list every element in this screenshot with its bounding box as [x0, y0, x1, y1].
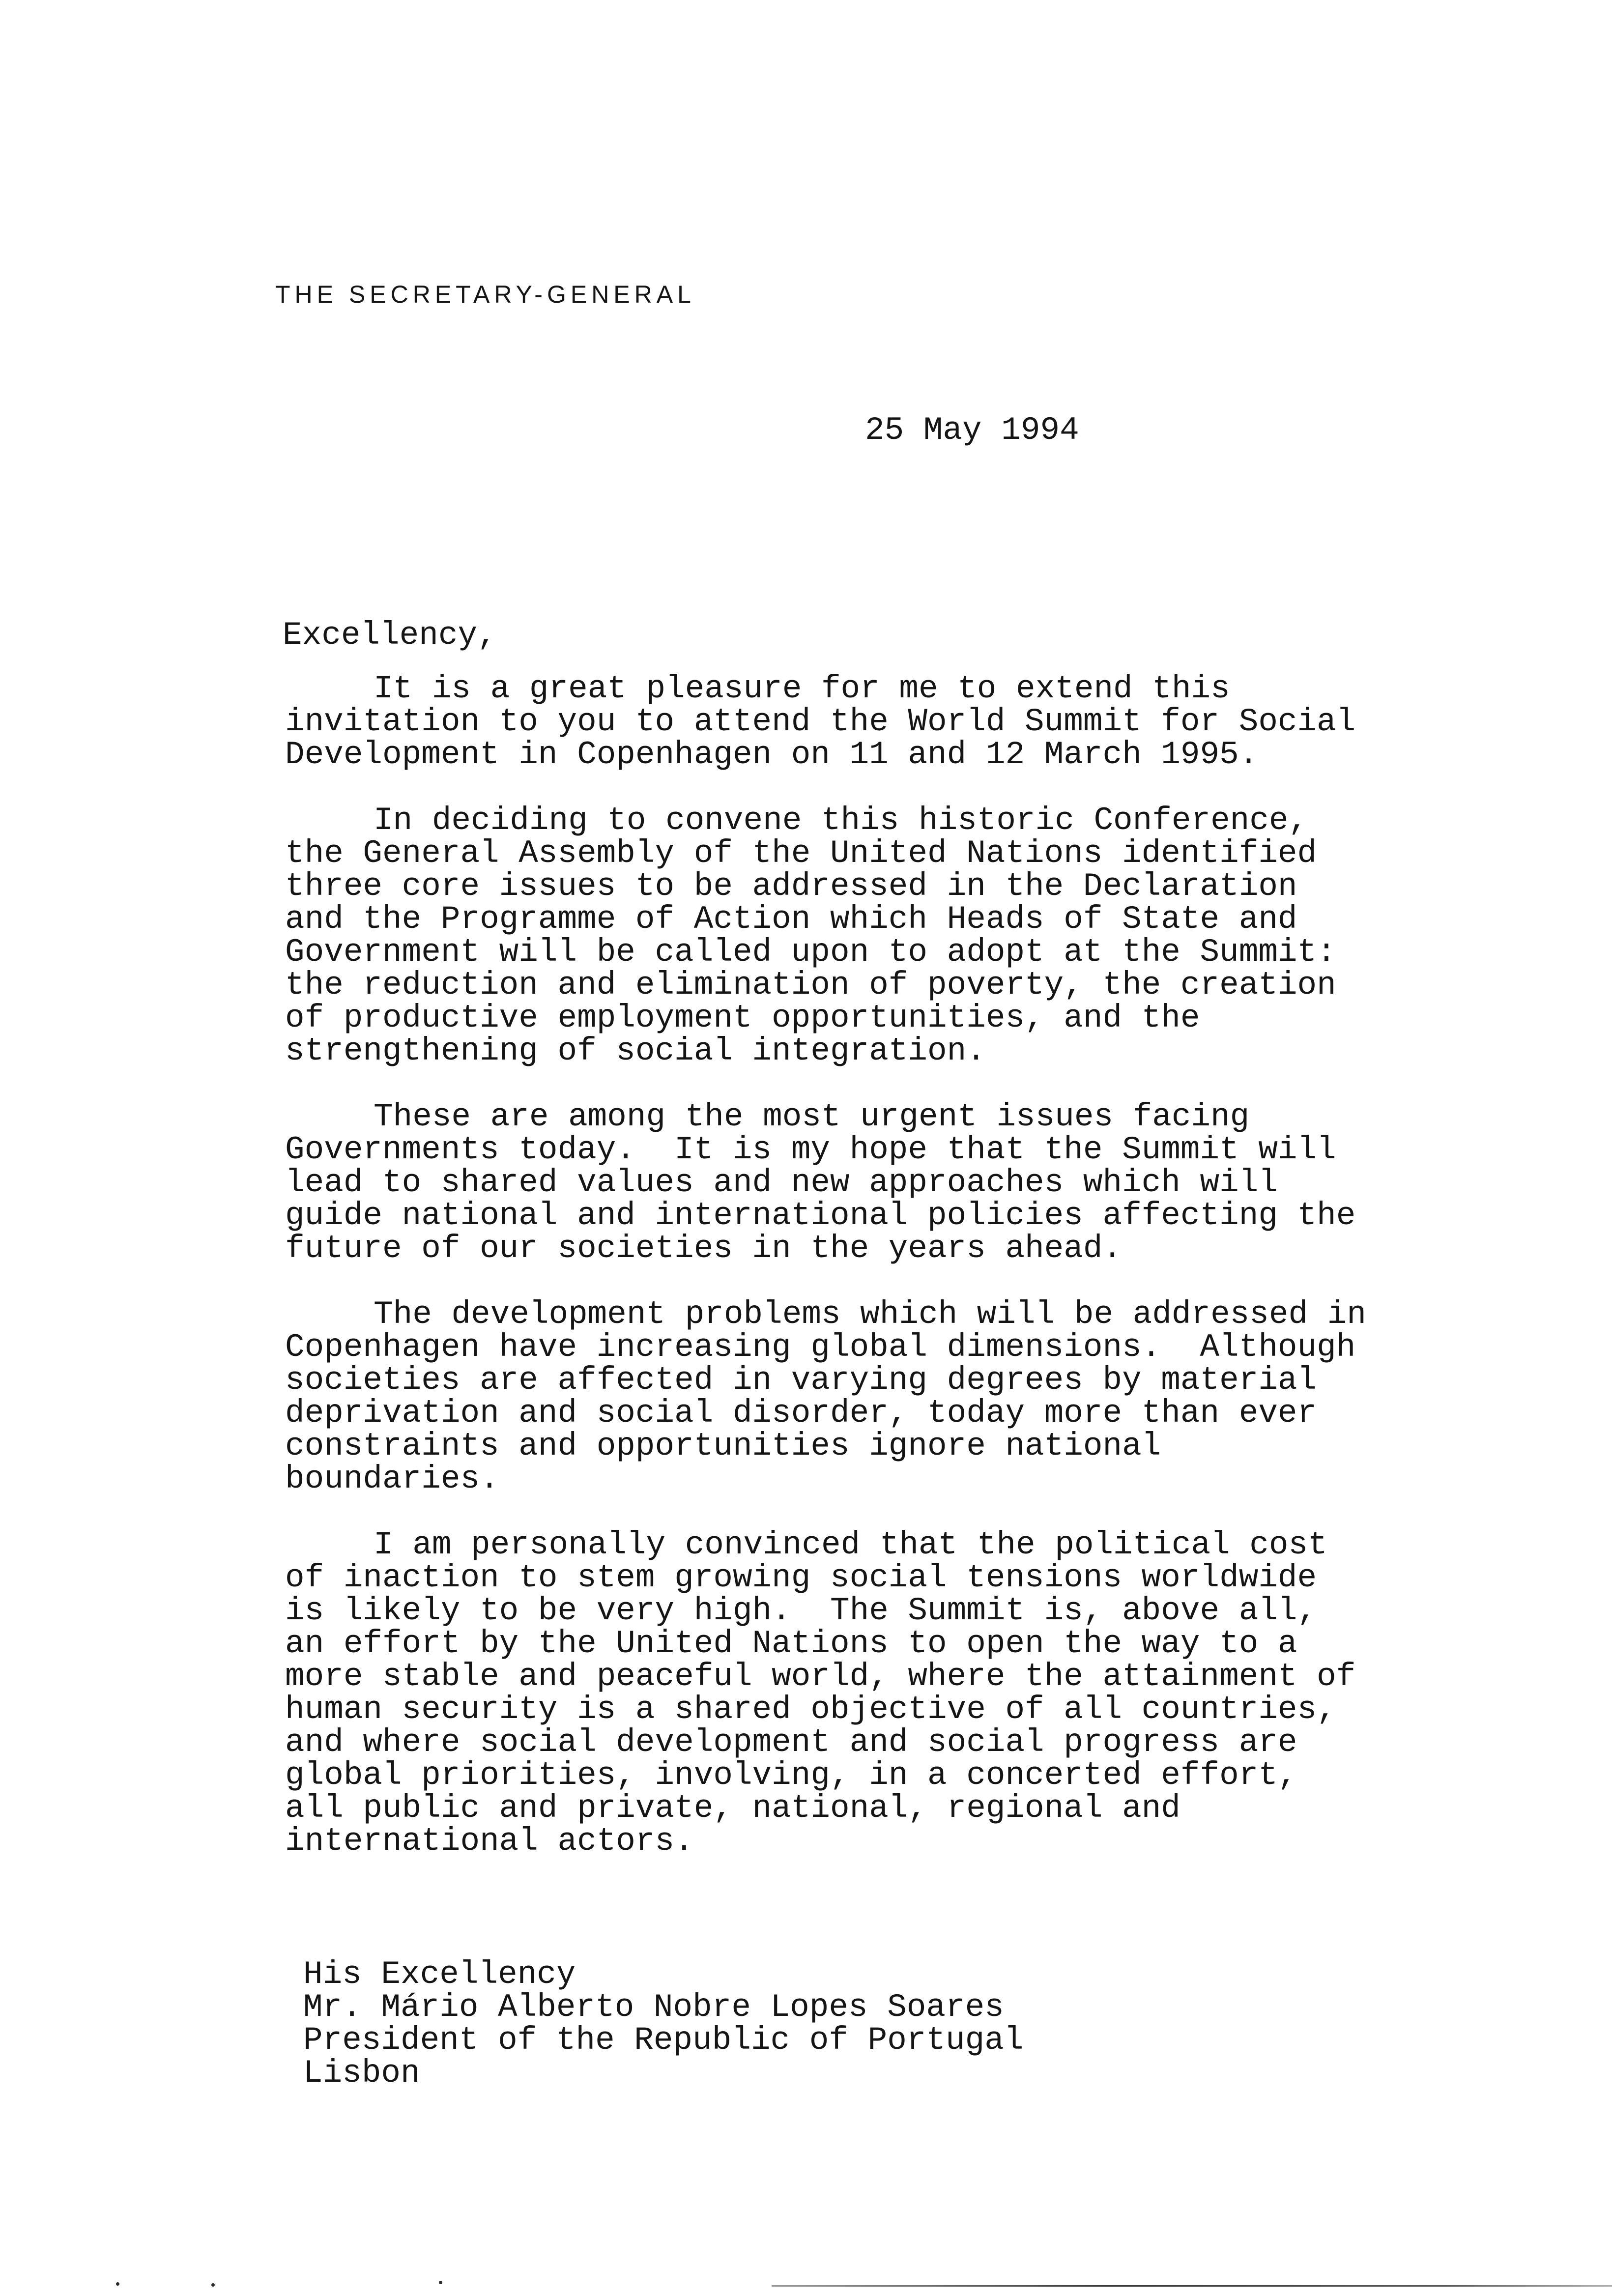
- paragraph: [285, 1298, 1415, 1495]
- paragraph: [285, 672, 1415, 771]
- text-line: It is a great pleasure for me to extend this: [374, 670, 1230, 707]
- text-line: In deciding to convene this historic Conference,: [374, 802, 1308, 839]
- text-line: the reduction and elimination of poverty, the creation: [285, 967, 1336, 1004]
- text-line: Governments today. It is my hope that the Summit will: [285, 1131, 1336, 1168]
- salutation: Excellency,: [283, 617, 497, 654]
- addressee-block: [303, 1958, 1023, 2090]
- text-line: human security is a shared objective of all countries,: [285, 1691, 1336, 1728]
- text-line: global priorities, involving, in a concerted effort,: [285, 1757, 1297, 1794]
- text-line: of productive employment opportunities, and the: [285, 1000, 1200, 1036]
- text-line: boundaries.: [285, 1461, 499, 1497]
- scan-speck: [211, 2283, 215, 2287]
- text-line: and the Programme of Action which Heads of State and: [285, 901, 1297, 938]
- scan-speck: [439, 2281, 442, 2284]
- text-line: the General Assembly of the United Nations identified: [285, 835, 1317, 872]
- text-line: constraints and opportunities ignore national: [285, 1428, 1161, 1464]
- addressee-line: Mr. Mário Alberto Nobre Lopes Soares: [303, 1989, 1004, 2026]
- text-line: more stable and peaceful world, where the attainment of: [285, 1658, 1356, 1695]
- paragraph: [285, 1528, 1415, 1858]
- text-line: an effort by the United Nations to open the way to a: [285, 1625, 1297, 1662]
- text-line: three core issues to be addressed in the Declaration: [285, 868, 1297, 905]
- paragraph: [285, 804, 1415, 1067]
- text-line: is likely to be very high. The Summit is, above all,: [285, 1592, 1317, 1629]
- text-line: Copenhagen have increasing global dimensions. Although: [285, 1329, 1356, 1366]
- paragraph: [285, 1100, 1415, 1265]
- text-line: Development in Copenhagen on 11 and 12 March 1995.: [285, 736, 1259, 773]
- text-line: international actors.: [285, 1823, 694, 1860]
- text-line: of inaction to stem growing social tensions worldwide: [285, 1559, 1317, 1596]
- text-line: lead to shared values and new approaches which will: [285, 1164, 1278, 1201]
- text-line: all public and private, national, regional and: [285, 1790, 1180, 1827]
- text-line: societies are affected in varying degrees by material: [285, 1362, 1317, 1399]
- addressee-line: His Excellency: [303, 1956, 576, 1993]
- text-line: Government will be called upon to adopt at the Summit:: [285, 934, 1336, 971]
- text-line: These are among the most urgent issues facing: [374, 1098, 1250, 1135]
- text-line: I am personally convinced that the political cost: [374, 1526, 1327, 1563]
- addressee-line: President of the Republic of Portugal: [303, 2022, 1024, 2059]
- scan-speck: [116, 2282, 119, 2286]
- text-line: deprivation and social disorder, today more than ever: [285, 1395, 1317, 1432]
- text-line: guide national and international policies affecting the: [285, 1197, 1356, 1234]
- text-line: The development problems which will be addressed in: [374, 1296, 1366, 1333]
- text-line: invitation to you to attend the World Summit for Social: [285, 703, 1356, 740]
- text-line: and where social development and social progress are: [285, 1724, 1297, 1761]
- letter-date: 25 May 1994: [865, 412, 1079, 449]
- addressee-line: Lisbon: [303, 2055, 420, 2092]
- letterhead: THE SECRETARY-GENERAL: [275, 281, 695, 308]
- text-line: strengthening of social integration.: [285, 1033, 986, 1069]
- text-line: future of our societies in the years ahead.: [285, 1230, 1123, 1267]
- letter-body: [285, 672, 1415, 1891]
- footer-rule: [772, 2285, 1612, 2287]
